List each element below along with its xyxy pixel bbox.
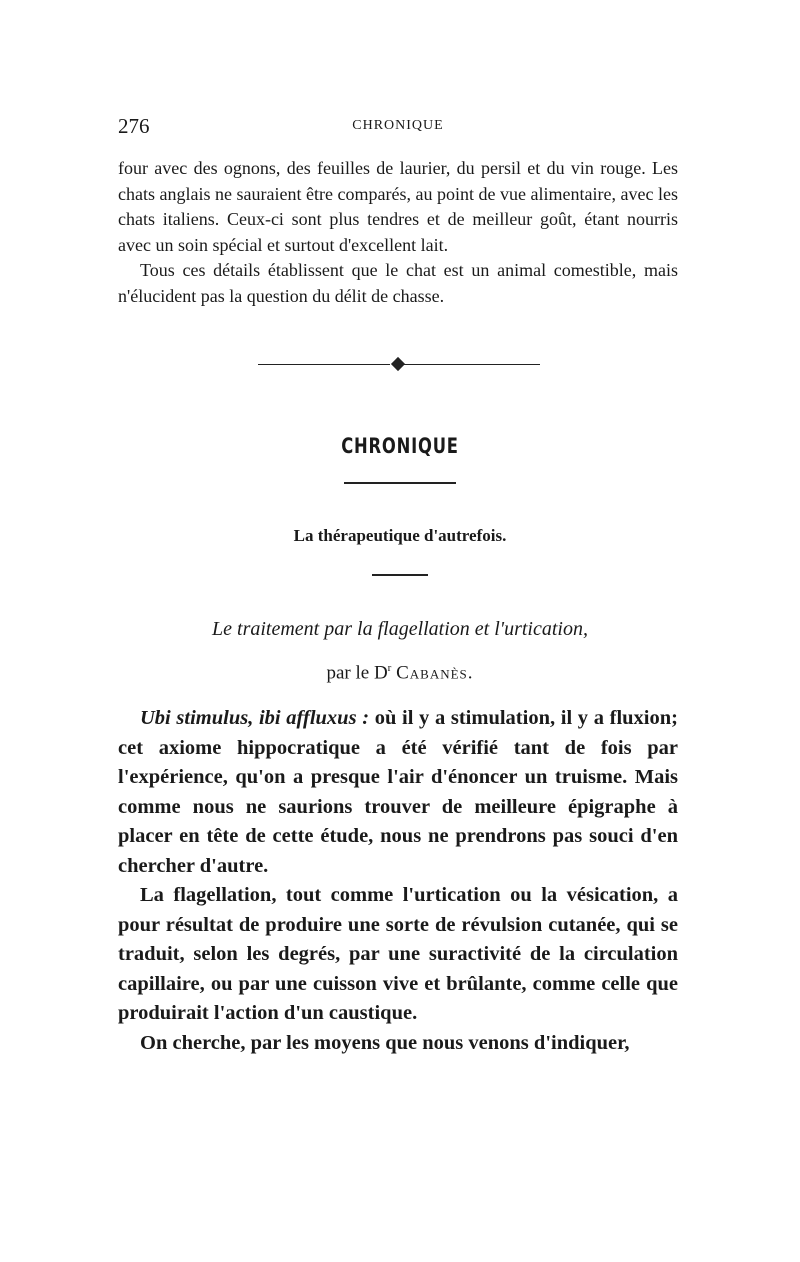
continuation-text <box>118 156 678 309</box>
divider-rule <box>402 364 540 365</box>
byline <box>0 662 800 684</box>
byline-author: Cabanès. <box>396 662 474 684</box>
title-rule <box>344 482 456 484</box>
article-title: Le traitement par la flagellation et l'urtication, <box>212 618 588 640</box>
section-title: CHRONIQUE <box>341 434 459 458</box>
page-number: 276 <box>118 114 150 138</box>
ornamental-divider <box>258 358 540 372</box>
body-paragraph: La flagellation, tout comme l'urtication ou la vésication, a pour résultat de produire une sorte de révulsion cutanée, qui se traduit, selon les degrés, par une suractivité de la circulation capillaire, ou par une cuisson vive et brûlante, comme celle que produirait l'action d'un caustique. <box>118 884 678 1024</box>
divider-rule <box>258 364 390 365</box>
byline-sup: r <box>387 662 392 674</box>
body-paragraph-text: où il y a stimulation, il y a fluxion; cet axiome hippocratique a été vérifié tant de fois par l'expérience, qu'on a presque l'air d'énoncer un truisme. Mais comme nous ne saurions trouver de meilleure épigraphe à placer en tête de cette étude, nous ne prendrons pas souci d'en chercher d'autre. <box>118 707 678 877</box>
running-title: CHRONIQUE <box>352 118 444 133</box>
running-head <box>118 114 678 138</box>
article-body <box>118 704 678 1058</box>
body-paragraph <box>118 704 678 881</box>
subheading-rule <box>372 574 428 576</box>
continuation-paragraph: four avec des ognons, des feuilles de laurier, du persil et du vin rouge. Les chats anglais ne sauraient être comparés, au point de vue alimentaire, avec les chats italiens. Ceux-ci sont plus tendres et de meilleur goût, étant nourris avec un soin spécial et surtout d'excellent lait. <box>118 158 678 255</box>
epigraph: Ubi stimulus, ibi affluxus : <box>140 707 370 729</box>
section-subheading: La thérapeutique d'autrefois. <box>293 526 507 545</box>
body-paragraph: On cherche, par les moyens que nous venons d'indiquer, <box>140 1031 630 1054</box>
continuation-paragraph: Tous ces détails établissent que le chat est un animal comestible, mais n'élucident pas la question du délit de chasse. <box>118 260 678 306</box>
byline-prefix: par le D <box>326 662 388 684</box>
